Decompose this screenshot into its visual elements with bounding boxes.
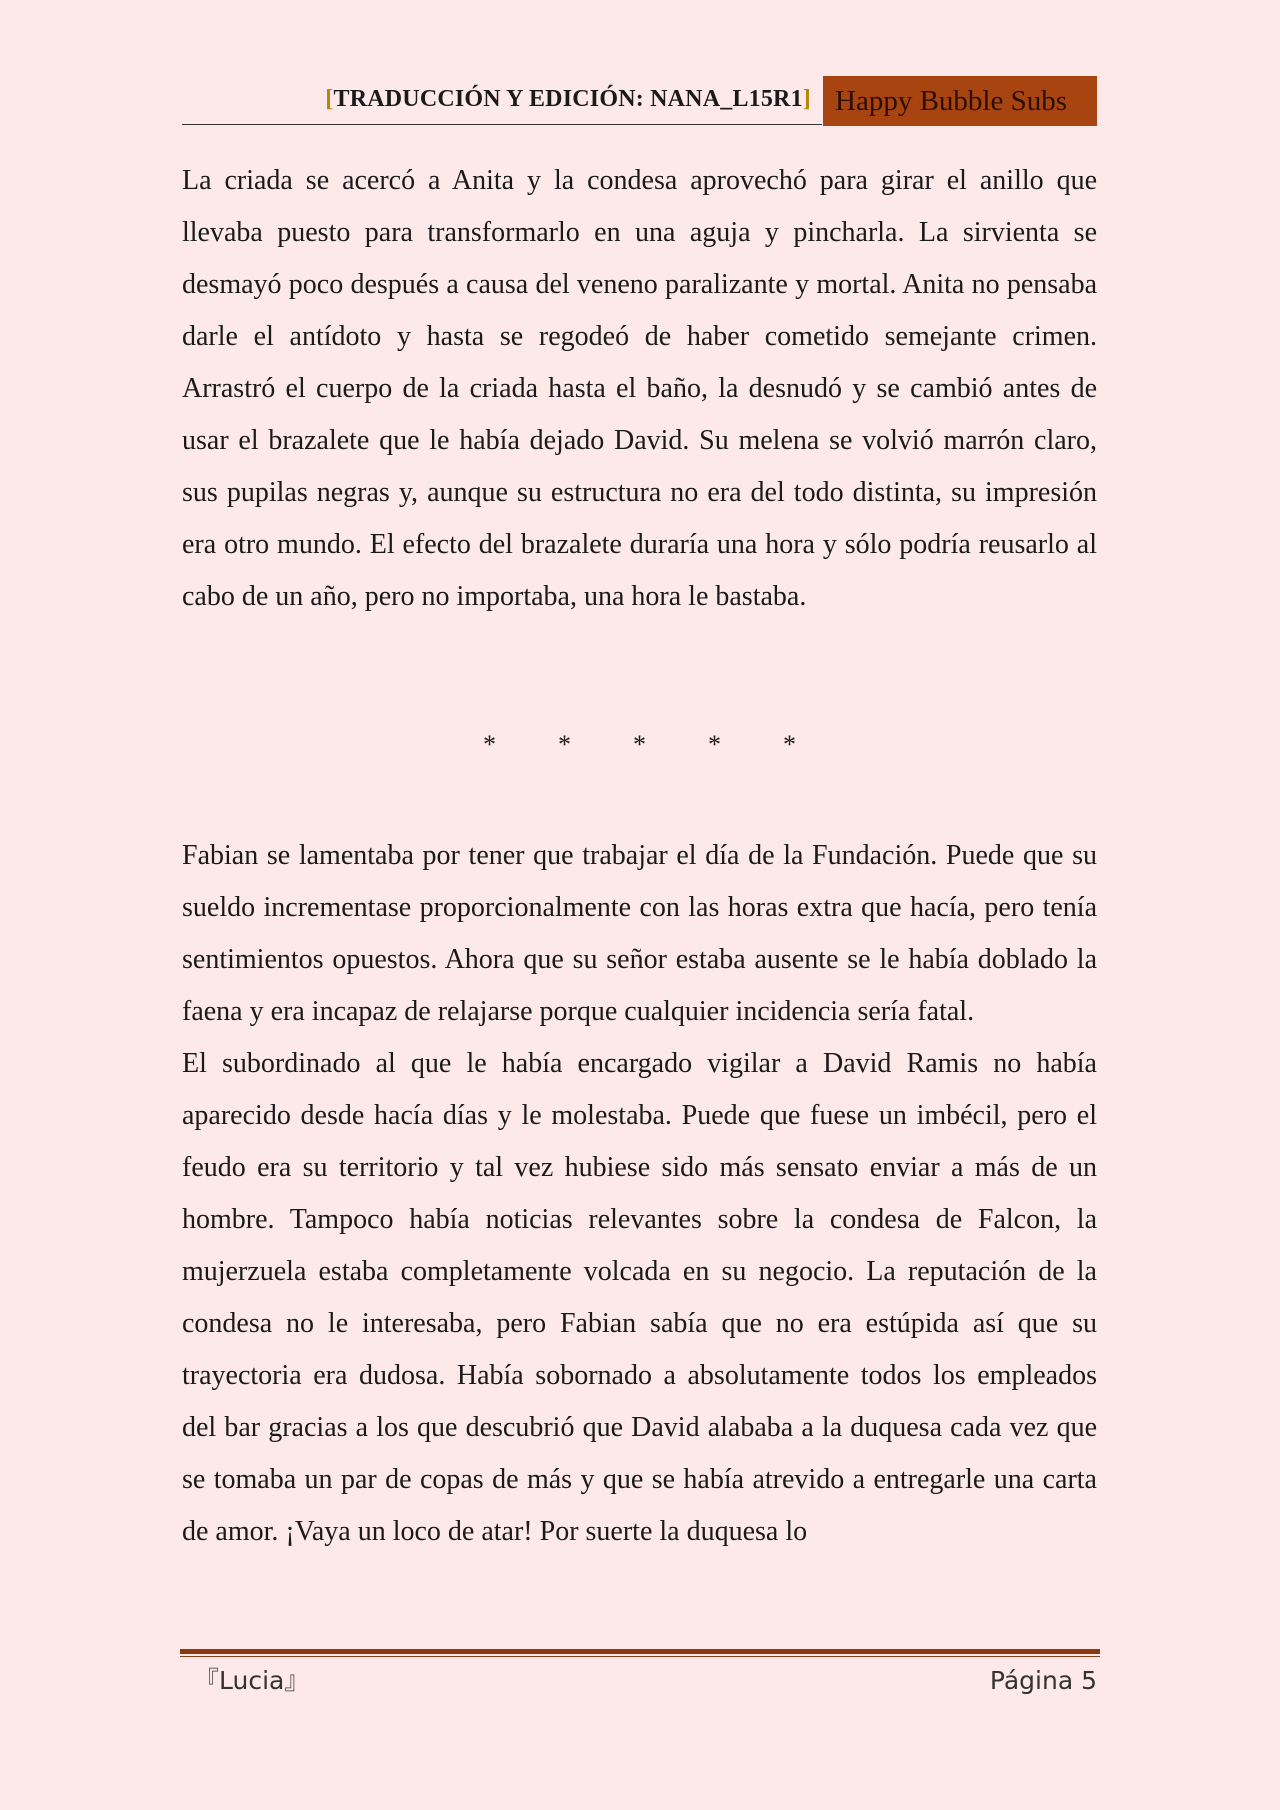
paragraph: La criada se acercó a Anita y la condesa aprovechó para girar el anillo que llevaba puesto para transformarlo en una aguja y pincharla. La sirvienta se desmayó poco después a causa del veneno paralizante y mortal. Anita no pensaba darle el antídoto y hasta se regodeó de haber cometido semejante crimen. Arrastró el cuerpo de la criada hasta el baño, la desnudó y se cambió antes de usar el brazalete que le había dejado David. Su melena se volvió marrón claro, sus pupilas negras y, aunque su estructura no era del todo distinta, su impresión era otro mundo. El efecto del brazalete duraría una hora y sólo podría reusarlo al cabo de un año, pero no importaba, una hora le bastaba. xyxy=(182,165,1097,612)
body-section-1 xyxy=(182,155,1097,623)
header-rule xyxy=(182,124,822,125)
paragraph: El subordinado al que le había encargado vigilar a David Ramis no había aparecido desde hacía días y le molestaba. Puede que fuese un imbécil, pero el feudo era su territorio y tal vez hubiese sido más sensato enviar a más de un hombre. Tampoco había noticias relevantes sobre la condesa de Falcon, la mujerzuela estaba completamente volcada en su negocio. La reputación de la condesa no le interesaba, pero Fabian sabía que no era estúpida así que su trayectoria era dudosa. Había sobornado a absolutamente todos los empleados del bar gracias a los que descubrió que David alababa a la duquesa cada vez que se tomaba un par de copas de más y que se había atrevido a entregarle una carta de amor. ¡Vaya un loco de atar! Por suerte la duquesa lo xyxy=(182,1048,1097,1547)
translation-credit xyxy=(325,86,811,113)
page-header xyxy=(182,76,1097,126)
footer-rule xyxy=(180,1649,1100,1654)
separator-star: * xyxy=(783,730,796,759)
group-badge: Happy Bubble Subs xyxy=(823,76,1097,126)
separator-star: * xyxy=(708,730,721,759)
separator-star: * xyxy=(633,730,646,759)
paragraph: Fabian se lamentaba por tener que trabajar el día de la Fundación. Puede que su sueldo incrementase proporcionalmente con las horas extra que hacía, pero tenía sentimientos opuestos. Ahora que su señor estaba ausente se le había doblado la faena y era incapaz de relajarse porque cualquier incidencia sería fatal. xyxy=(182,840,1097,1027)
credit-bracket-open: [ xyxy=(325,86,334,112)
credit-bracket-close: ] xyxy=(802,86,811,112)
body-section-2 xyxy=(182,830,1097,1558)
footer-rule-thin xyxy=(180,1656,1100,1657)
footer-title: 『Lucia』 xyxy=(194,1666,310,1695)
page-number: Página 5 xyxy=(989,1666,1097,1695)
separator-star: * xyxy=(483,730,496,759)
credit-text: TRADUCCIÓN Y EDICIÓN: NANA_L15R1 xyxy=(333,86,803,112)
separator-star: * xyxy=(558,730,571,759)
scene-separator xyxy=(182,725,1097,765)
